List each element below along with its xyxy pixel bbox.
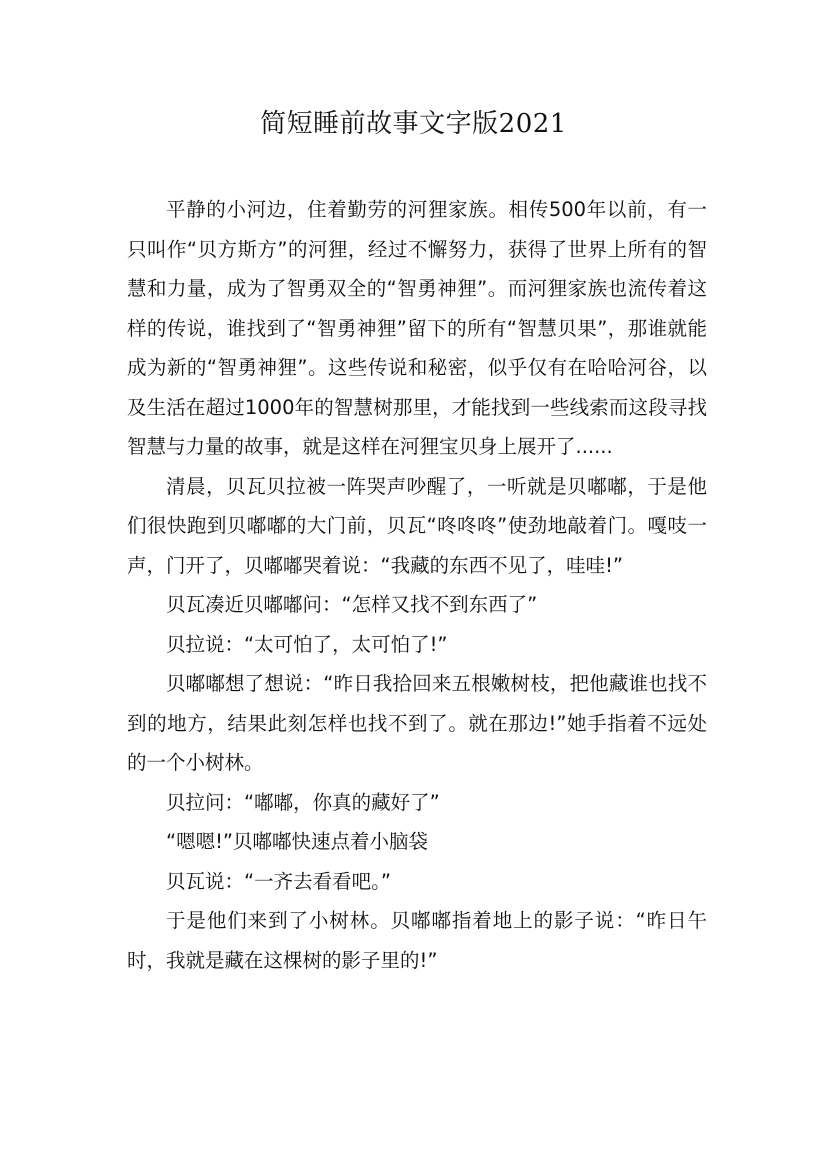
- paragraph: 平静的小河边，住着勤劳的河狸家族。相传500年以前，有一只叫作“贝方斯方”的河狸，经过不懈努力，获得了世界上所有的智慧和力量，成为了智勇双全的“智勇神狸”。而河狸家族也流传着这样的传说，谁找到了“智勇神狸”留下的所有“智慧贝果”，那谁就能成为新的“智勇神狸”。这些传说和秘密，似乎仅有在哈哈河谷，以及生活在超过1000年的智慧树那里，才能找到一些线索而这段寻找智慧与力量的故事，就是这样在河狸宝贝身上展开了......: [127, 198, 707, 458]
- paragraph: 贝拉问：“嘟嘟，你真的藏好了”: [166, 790, 440, 814]
- paragraph: 贝瓦凑近贝嘟嘟问：“怎样又找不到东西了”: [166, 593, 538, 616]
- paragraph: 于是他们来到了小树林。贝嘟嘟指着地上的影子说：“昨日午时，我就是藏在这棵树的影子里的!”: [127, 909, 707, 972]
- paragraph: 贝嘟嘟想了想说：“昨日我拾回来五根嫩树枝，把他藏谁也找不到的地方，结果此刻怎样也找不到了。就在那边!”她手指着不远处的一个小树林。: [127, 672, 707, 774]
- document-title: 简短睡前故事文字版2021: [260, 109, 567, 139]
- paragraph: 贝拉说：“太可怕了，太可怕了!”: [166, 632, 448, 656]
- story-body: [127, 190, 707, 980]
- paragraph: 清晨，贝瓦贝拉被一阵哭声吵醒了，一听就是贝嘟嘟，于是他们很快跑到贝嘟嘟的大门前，贝瓦“咚咚咚”使劲地敲着门。嘎吱一声，门开了，贝嘟嘟哭着说：“我藏的东西不见了，哇哇!”: [127, 474, 707, 577]
- paragraph: 贝瓦说：“一齐去看看吧。”: [166, 869, 391, 893]
- paragraph: “嗯嗯!”贝嘟嘟快速点着小脑袋: [166, 830, 429, 853]
